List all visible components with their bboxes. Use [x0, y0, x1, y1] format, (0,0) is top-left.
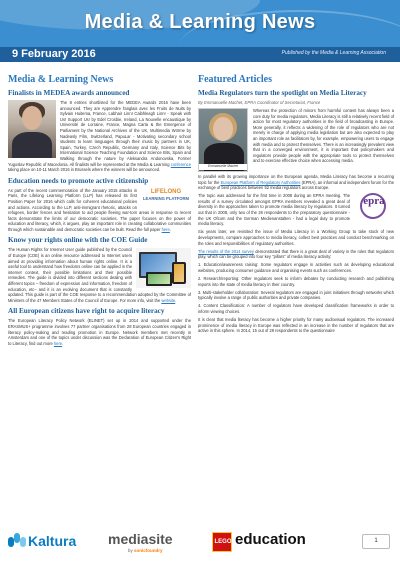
sonicfoundry-brand: sonicfoundry — [134, 548, 163, 553]
pillar-classification: 4. Content Classification: A number of regulators have developed classification frameworks in order to inform viewing choices. — [198, 303, 394, 314]
left-column — [8, 74, 191, 349]
mediasite-logo[interactable] — [108, 529, 203, 555]
finalists-text — [8, 100, 191, 173]
mediasite-wordmark: mediasite — [108, 531, 173, 547]
article-paragraph-2-block — [198, 174, 394, 191]
finalist-photo — [8, 100, 56, 158]
lifelong-learning-logo-top: LIFELONG — [150, 188, 182, 195]
finalists-paragraph-tail: taking place on 10-11 March 2016 in Brussels where the winners will be announced. — [8, 167, 161, 173]
mediasite-by: by sonicfoundry — [128, 548, 163, 553]
lifelong-learning-logo — [141, 188, 191, 208]
lego-education-wordmark: education — [235, 531, 306, 548]
article-paragraph-3-block — [198, 193, 394, 227]
article-paragraph-2-tail: (EPRA), an informal and independent forum for the exchange of best practices between 52 media regulators across Europe. — [198, 179, 395, 191]
coe-website-link[interactable]: website — [161, 297, 176, 303]
publisher-note: Published by the Media & Learning Association — [281, 50, 386, 56]
epra-logo-text: epra — [363, 195, 385, 208]
kaltura-wordmark: Kaltura — [28, 533, 77, 549]
conference-link[interactable]: conference — [170, 161, 192, 167]
date-bar — [0, 47, 400, 62]
lego-brick-text: LEGO — [214, 539, 232, 545]
literacy-rights-heading: All European citizens have right to acquire literacy — [8, 307, 165, 316]
citizenship-text: LIFELONG LEARNING PLATFORM As part of the recent commemoration of the January 2015 attacks in Paris, the Lifelong Learning Platform (LLP) has released its first Position Paper for 2016 which calls for coherent educational policies and actions. According to the LLP, anti-immigrant rhetoric, attacks on refugees, border fences and hesitation to aid people fleeing war-torn areas in response to recent facts demonstrate the limits of our democratic societies. The paper focuses on the power of education and literacy, which, it argues, play an important role in creating collaborative communities through which sustainable and democratic societies can be built. Read the full paper here. — [8, 187, 191, 232]
epra-logo — [354, 193, 394, 221]
rights-heading: Know your rights online with the COE Guide — [8, 236, 148, 245]
right-column — [198, 74, 394, 336]
declaration-link[interactable]: here — [53, 340, 63, 346]
article-paragraph-2: In parallel with its growing importance on the European agenda, Media Literacy has become a recurring topic for the — [198, 174, 394, 185]
featured-section-title: Featured Articles — [198, 74, 272, 85]
epra-link[interactable]: European Platform of Regulatory Authorities — [220, 179, 301, 185]
pillar-research: 2. Research/reporting: Other regulators seek to inform debates by conducting research and publishing reports into the state of media literacy in their country. — [198, 276, 394, 287]
devices-image — [136, 248, 191, 288]
author-photo — [198, 108, 248, 172]
citizenship-paragraph: As part of the recent commemoration of the January 2015 attacks in Paris, the Lifelong Learning Platform (LLP) has released its first Position Paper for 2016 which calls for coherent educational policies and actions. According to the LLP, anti-immigrant rhetoric, attacks on refugees, border fences and hesitation to aid people fleeing war-torn areas in response to recent facts demonstrate the limits of our democratic societies. The paper focuses on the power of education and literacy, which, it argues, play an important role in creating collaborative communities through which sustainable and democratic societies can be built. Read the full paper — [8, 187, 191, 232]
article-paragraph-10: It is clear that media literacy has become a higher priority for many audiovisual regulators. The increased prominence of media literacy in Europe was reflected in an increase in the number of regulators that are active in this sphere. In 2014, 15 out of 29 respondents to the questionnaire — [198, 317, 394, 334]
article-byline: By Emmanuelle Machet, EPRA Coordinator of Secretariat, France — [198, 100, 321, 105]
lego-education-logo[interactable] — [212, 529, 340, 555]
literacy-rights-text: The European Literacy Policy Network (ELINET) set up in 2014 and supported under the ERASMUS+ programme involves 77 partner organisations from 28 European countries engaged in literacy policy-making and reading promotion in Europe. Network members met recently in Amsterdam and one of the topics under discussion was the Declaration of European Citizen's Right to Literacy, find out more here. — [8, 318, 191, 346]
kaltura-logo[interactable] — [6, 529, 98, 555]
newsletter-title: Media & Learning News — [84, 11, 316, 33]
page-number: 1 — [362, 534, 390, 549]
article-paragraph-4: Six years later, we revisited the issue of Media Literacy in a Working Group to take stock of new developments, compare approaches to media literacy, collect best practices and conduct benchmarking on the roles and responsibilities of regulatory authorities. — [198, 229, 394, 246]
full-paper-link[interactable]: here — [161, 226, 170, 232]
issue-date: 9 February 2016 — [12, 48, 96, 60]
lego-brick-icon — [212, 532, 232, 552]
news-section-title: Media & Learning News — [8, 74, 114, 85]
featured-article-heading: Media Regulators turn the spotlight on Media Literacy — [198, 89, 367, 97]
rights-paragraph: The Human Rights for Internet User guide published by the Council of Europe (COE) is an online resource addressed to Internet users aimed at providing information about human rights online. It is a useful tool to understand how freedoms online can be applied in the internet context, their possible limitations and their possible remedies. The guide is divided into different sections dealing with different topics – freedom of expression and information, freedom of education, etc– and it is an evolving document that is constantly updated. This guide is part of the COE response to a recommendation adopted by the Committee of Ministers of the 47 Members States of the Council of Europe. For more info, visit the — [8, 247, 191, 303]
article-paragraph-5: demonstrated that there is a great deal of variety in the roles that regulators play, which can be grouped into four key "pillars" of media literacy activity: — [198, 248, 394, 260]
survey-results-link[interactable]: The results of the 2014 survey — [198, 248, 254, 254]
sponsor-footer — [0, 523, 400, 563]
pillar-collaboration: 3. Multi-stakeholder collaboration: Several regulators are engaged in joint initiatives through networks which typically involve a range of public authorities and private companies. — [198, 289, 394, 301]
article-paragraph-3: The topic was addressed for the first time in 2008 during an EPRA meeting. The results of a survey circulated amongst EPRA members revealed a great deal of diversity in the approaches taken to promote media literacy by regulators. It turned out that in 2008, only two of the 26 respondents to the preparatory questionnaire - the UK Ofcom and the German Medienanstalten - had a legal duty to promote media literacy. — [198, 193, 350, 227]
lifelong-learning-logo-bottom: LEARNING PLATFORM — [143, 195, 189, 201]
citizenship-heading: Education needs to promote active citizenship — [8, 176, 149, 185]
literacy-rights-paragraph: The European Literacy Policy Network (ELINET) set up in 2014 and supported under the ERASMUS+ programme involves 77 partner organisations from 28 European countries engaged in literacy policy-making and reading promotion in Europe. Network members met recently in Amsterdam and one of the topics under discussion was the Declaration of European Citizen's Right to Literacy, find out more — [8, 318, 191, 346]
masthead — [0, 0, 400, 47]
article-intro — [198, 108, 394, 169]
article-paragraph-5-block — [198, 249, 394, 260]
pillar-education: 1. Education/awareness raising: Some regulators engage in activities such as developing educational websites, producing consumer guidance and organising events such as conferences. — [198, 262, 394, 273]
finalists-heading: Finalists in MEDEA awards announced — [8, 89, 130, 97]
author-photo-caption: Emmanuelle Machet — [199, 164, 247, 170]
rights-text: The Human Rights for Internet User guide published by the Council of Europe (COE) is an online resource addressed to Internet users aimed at providing information about human rights online. It is a useful tool to understand how freedoms online can be applied in the internet context, their possible limitations and their possible remedies. The guide is divided into different sections dealing with different topics – freedom of expression and information, freedom of education, etc– and it is an evolving document that is constantly updated. This guide is part of the COE response to a recommendation adopted by the Committee of Ministers of the 47 Members States of the Council of Europe. For more info, visit the website. — [8, 247, 191, 303]
article-paragraph-1: Whereas the protection of minors from harmful content has always been a core duty for media regulators, Media Literacy is still a relatively recent field of action for most regulatory authorities in the field of broadcasting in Europe. More generally, it reflects a widening of the role of regulators who are not merely in charge of applying media legislation but are also expected to play an important role as facilitators by, for example, empowering users to engage with media and to protect themselves. There is an increasingly prevalent view that in a converged environment, it is important that policymakers and regulators provide people with the appropriate tools to protect themselves and to exercise effective choice when accessing media. — [253, 108, 394, 164]
kaltura-icon — [8, 533, 26, 551]
finalists-paragraph: The 8 entries shortlisted for the MEDEA Awards 2016 have been announced. They are Apprendre l'anglais avec les Fruits de Nuits by Sylvain Huitema, France, Labhair Linn! Caibhleagh Linn! - Speak with Us! Support Us! by Edel Crosbie, Ireland, La Nouvelle encaustique by Université de Lorraine, France, Magna Carta & the Emergence of Parliament by the National Archives of the UK, Multimedia Wörme by Nadeasly Film, Switzerland, PapuLar - Motivating secondary school students to learn languages through their music by partners in UK, Spain, Turkey, Czech Republic, Germany and Italy, Science Bits by International Science Teaching Foundation and Science Bits, Spain and Walking through the nature by Aleksandra Andonovska, Former Yugoslav Republic of Macedonia. All finalists will be represented at the Media & Learning — [8, 100, 191, 167]
